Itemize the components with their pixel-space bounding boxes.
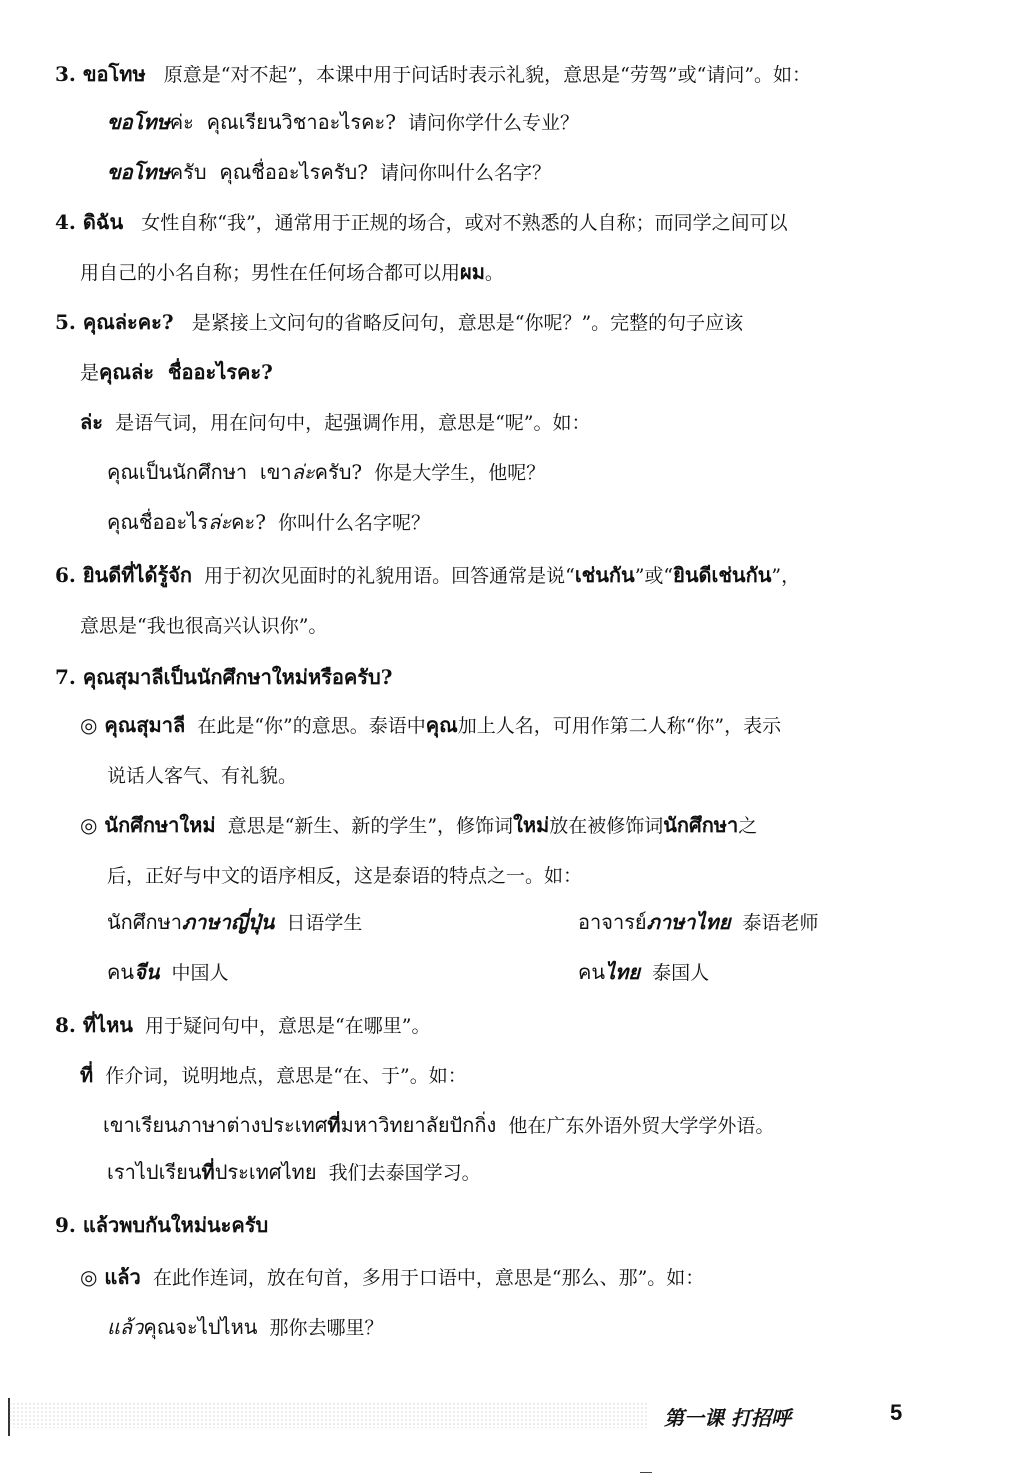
chinese-text: 意思是“新生、新的学生”，修饰词 [215, 815, 514, 837]
thai-text: 6. ยินดีที่ได้รู้จัก [55, 563, 193, 587]
chinese-text: 加上人名，可用作第二人称“你”，表示 [457, 715, 782, 737]
thai-text: ขอโทษ [107, 110, 170, 134]
chinese-text: 说话人客气、有礼貌。 [107, 765, 298, 787]
text-line [80, 611, 327, 640]
text-line [107, 861, 582, 890]
footer-dotted-rule [8, 1402, 648, 1428]
chinese-text: 女性自称“我”，通常用于正规的场合，或对不熟悉的人自称；而同学之间可以 [123, 212, 788, 234]
chinese-text: 原意是“对不起”，本课中用于问话时表示礼貌，意思是“劳驾”或“请问”。如： [145, 64, 812, 86]
text-line [107, 458, 545, 487]
chinese-text: 请问你学什么专业？ [395, 112, 580, 134]
chinese-text: 后，正好与中文的语序相反，这是泰语的特点之一。如： [107, 865, 583, 887]
thai-text: ภาษาไทย [646, 910, 731, 934]
chinese-text: 泰国人 [640, 962, 710, 984]
text-line [55, 308, 743, 337]
text-line [107, 508, 430, 537]
thai-text: อาจารย์ [578, 910, 647, 934]
chinese-text: 作介词，说明地点，意思是“在、于”。如： [93, 1065, 467, 1087]
thai-text: ภาษาญี่ปุ่น [182, 910, 275, 934]
text-line [578, 958, 709, 987]
text-line [55, 663, 392, 691]
chinese-text: 你叫什么名字呢？ [265, 512, 431, 534]
chinese-text: ”或“ [634, 565, 674, 587]
thai-text: ล่ะ [80, 410, 103, 434]
thai-text: 4. ดิฉัน [55, 210, 124, 234]
text-line [80, 1263, 704, 1292]
thai-text: ที่ [327, 1113, 341, 1137]
thai-text: คุณ [425, 713, 458, 737]
thai-text: ขอโทษ [107, 160, 170, 184]
text-line [55, 1211, 268, 1239]
text-line [55, 561, 800, 590]
chapter-title: 第一课 打招呼 [664, 1406, 791, 1430]
thai-text: คน [107, 960, 135, 984]
page-number: 5 [890, 1400, 903, 1425]
thai-text: แล้ว [107, 1315, 144, 1339]
text-line [107, 1158, 481, 1187]
thai-text: ใหม่ [513, 813, 550, 837]
thai-text: 9. แล้วพบกันใหม่นะครับ [55, 1213, 269, 1237]
thai-text: ครับ คุณชื่ออะไรครับ? [169, 160, 368, 184]
text-line [107, 761, 297, 790]
text-line [80, 1061, 467, 1090]
thai-text: 8. ที่ไหน [55, 1013, 133, 1037]
thai-text: เช่นกัน [574, 563, 635, 587]
thai-text: ◎ นักศึกษาใหม่ [80, 813, 216, 837]
chinese-text: 中国人 [159, 962, 229, 984]
thai-text: ล่ะ [208, 510, 232, 534]
thai-text: คุณล่ะ ชื่ออะไรคะ? [99, 360, 273, 384]
thai-text: ไทย [605, 960, 641, 984]
chinese-text: 用于初次见面时的礼貌用语。回答通常是说“ [192, 565, 575, 587]
chinese-text: 是紧接上文问句的省略反问句，意思是“你呢？”。完整的句子应该 [173, 312, 744, 334]
text-line [80, 811, 757, 840]
thai-text: ล่ะ [291, 460, 315, 484]
thai-text: ที่ [80, 1063, 94, 1087]
chinese-text: 。 [484, 262, 504, 284]
chinese-text: 是语气词，用在问句中，起强调作用，意思是“呢”。如： [103, 412, 591, 434]
thai-text: ◎ คุณสุมาลี [80, 713, 186, 737]
thai-text: มหาวิทยาลัยปักกิ่ง [340, 1113, 497, 1137]
text-line [80, 358, 273, 387]
scan-mark [640, 1472, 652, 1473]
text-line [55, 208, 788, 237]
text-line [55, 60, 811, 89]
chinese-text: 用于疑问句中，意思是“在哪里”。 [132, 1015, 431, 1037]
chinese-text: 那你去哪里？ [257, 1317, 384, 1339]
thai-text: จีน [134, 960, 160, 984]
chinese-text: ”， [771, 565, 801, 587]
text-line [80, 408, 591, 437]
text-line [107, 158, 551, 187]
chinese-text: 泰语老师 [730, 912, 819, 934]
chinese-text: 之 [738, 815, 758, 837]
thai-text: 7. คุณสุมาลีเป็นนักศึกษาใหม่หรือครับ? [55, 665, 393, 689]
thai-text: คุณเป็นนักศึกษา เขา [107, 460, 292, 484]
text-line [107, 958, 229, 987]
thai-text: คะ? [231, 510, 266, 534]
text-line [103, 1111, 774, 1140]
thai-text: เราไปเรียน [107, 1160, 202, 1184]
chinese-text: 在此是“你”的意思。泰语中 [185, 715, 426, 737]
chinese-text: 请问你叫什么名字？ [367, 162, 552, 184]
text-line [107, 1313, 384, 1342]
thai-text: นักศึกษา [663, 813, 739, 837]
text-line [80, 711, 781, 740]
thai-text: 5. คุณล่ะคะ? [55, 310, 174, 334]
chinese-text: 是 [80, 362, 100, 384]
chinese-text: 在此作连词，放在句首，多用于口语中，意思是“那么、那”。如： [140, 1267, 705, 1289]
thai-text: คุณชื่ออะไร [107, 510, 209, 534]
thai-text: 3. ขอโทษ [55, 62, 146, 86]
thai-text: ผม [460, 260, 485, 284]
thai-text: ยินดีเช่นกัน [673, 563, 772, 587]
thai-text: ค่ะ คุณเรียนวิชาอะไรคะ? [169, 110, 396, 134]
chinese-text: 用自己的小名自称；男性在任何场合都可以用 [80, 262, 461, 284]
text-line [578, 908, 819, 937]
text-line [107, 108, 579, 137]
chinese-text: 日语学生 [274, 912, 363, 934]
text-line [55, 1011, 430, 1040]
thai-text: ครับ? [314, 460, 363, 484]
chinese-text: 他在广东外语外贸大学学外语。 [496, 1115, 775, 1137]
thai-text: ประเทศไทย [214, 1160, 317, 1184]
thai-text: ที่ [201, 1160, 215, 1184]
chinese-text: 意思是“我也很高兴认识你”。 [80, 615, 328, 637]
thai-text: ◎ แล้ว [80, 1265, 141, 1289]
text-line [80, 258, 504, 287]
text-line [107, 908, 362, 937]
thai-text: คน [578, 960, 606, 984]
chinese-text: 你是大学生，他呢？ [362, 462, 546, 484]
chinese-text: 我们去泰国学习。 [316, 1162, 481, 1184]
chinese-text: 放在被修饰词 [549, 815, 664, 837]
thai-text: เขาเรียนภาษาต่างประเทศ [103, 1113, 328, 1137]
thai-text: คุณจะไปไหน [143, 1315, 258, 1339]
thai-text: นักศึกษา [107, 910, 182, 934]
